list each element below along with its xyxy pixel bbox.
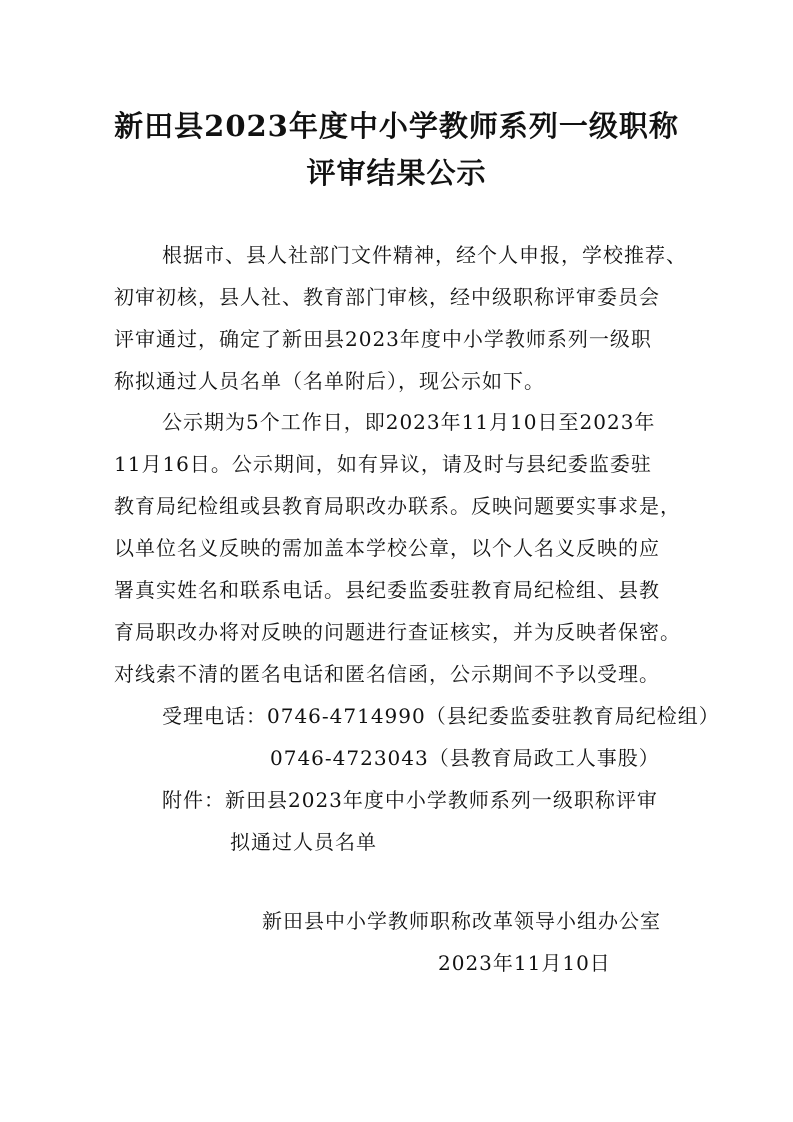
paragraph-line: 初审初核，县人社、教育部门审核，经中级职称评审委员会 bbox=[114, 285, 660, 309]
paragraph-line: 署真实姓名和联系电话。县纪委监委驻教育局纪检组、县教 bbox=[114, 578, 660, 602]
paragraph-line: 育局职改办将对反映的问题进行查证核实，并为反映者保密。 bbox=[114, 620, 681, 644]
paragraph-line: 根据市、县人社部门文件精神，经个人申报，学校推荐、 bbox=[162, 243, 687, 267]
issue-date: 2023年11月10日 bbox=[438, 951, 611, 975]
attachment-line: 拟通过人员名单 bbox=[230, 830, 377, 854]
paragraph-line: 称拟通过人员名单（名单附后），现公示如下。 bbox=[114, 369, 545, 393]
paragraph-line: 11月16日。公示期间，如有异议，请及时与县纪委监委驻 bbox=[114, 452, 652, 476]
title-line-2: 评审结果公示 bbox=[306, 156, 487, 190]
paragraph-line: 教育局纪检组或县教育局职改办联系。反映问题要实事求是， bbox=[114, 494, 681, 518]
paragraph-line: 评审通过，确定了新田县2023年度中小学教师系列一级职 bbox=[114, 327, 652, 351]
contact-line: 0746-4723043（县教育局政工人事股） bbox=[270, 746, 660, 770]
paragraph-line: 公示期为5个工作日，即2023年11月10日至2023年 bbox=[162, 410, 656, 434]
title-line-1: 新田县2023年度中小学教师系列一级职称 bbox=[114, 109, 679, 143]
contact-line: 受理电话：0746-4714990（县纪委监委驻教育局纪检组） bbox=[162, 704, 720, 728]
paragraph-line: 对线索不清的匿名电话和匿名信函，公示期间不予以受理。 bbox=[114, 662, 660, 686]
issuing-office: 新田县中小学教师职称改革领导小组办公室 bbox=[262, 909, 661, 933]
attachment-line: 附件：新田县2023年度中小学教师系列一级职称评审 bbox=[162, 788, 658, 812]
paragraph-line: 以单位名义反映的需加盖本学校公章，以个人名义反映的应 bbox=[114, 536, 660, 560]
